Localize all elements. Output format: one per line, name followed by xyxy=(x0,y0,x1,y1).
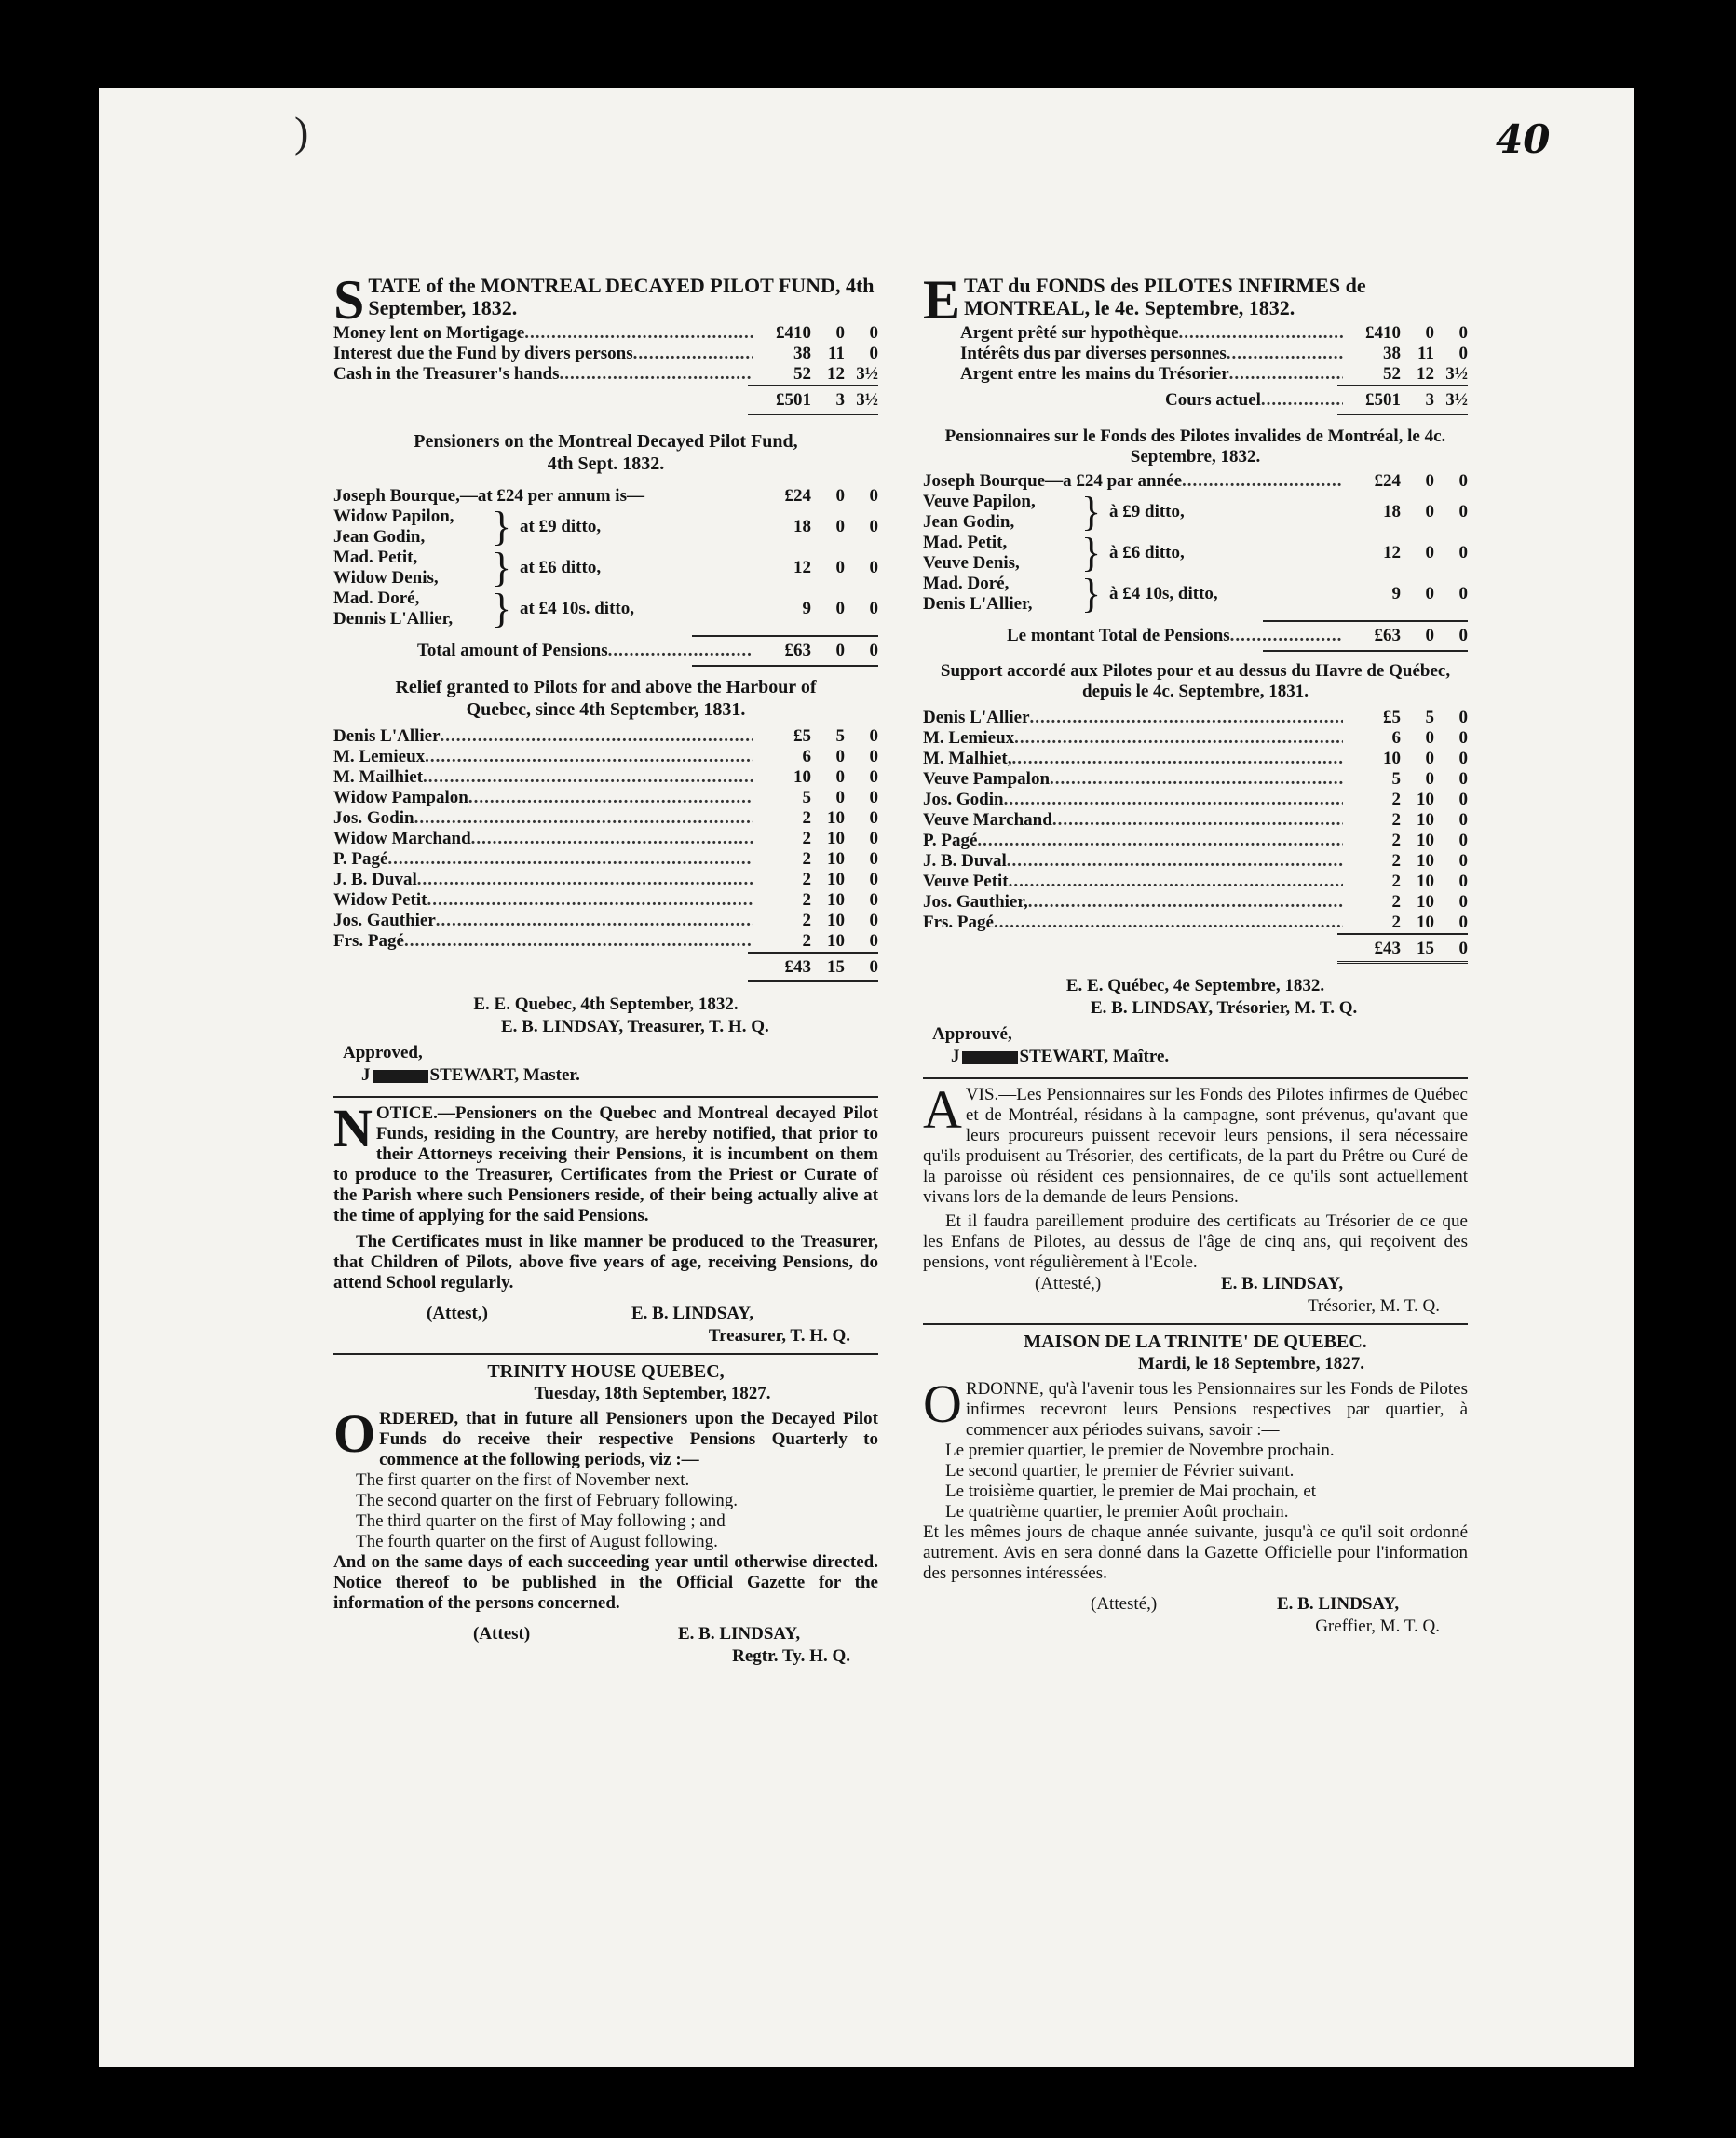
ledger-row: Widow Marchand ..... 2 10 0 xyxy=(333,829,878,849)
maison-title: MAISON DE LA TRINITE' DE QUEBEC. xyxy=(1024,1332,1367,1352)
pensionnaires-heading: Pensionnaires sur le Fonds des Pilotes invalides de Montréal, le 4c. Septembre, 1832. xyxy=(944,426,1446,467)
ledger-row: Intérêts dus par diverses personnes ..... 38 11 0 xyxy=(960,344,1468,364)
ordonne-signature-title: Greffier, M. T. Q. xyxy=(1315,1617,1440,1636)
state-total: £501 3 3½ xyxy=(776,390,878,410)
pension-total-fr: Le montant Total de Pensions ..... £63 0 0 xyxy=(923,626,1468,646)
avis-signature: (Attesté,) E. B. LINDSAY, xyxy=(1035,1274,1344,1293)
ledger-row: M. Lemieux ..... 6 0 0 xyxy=(923,728,1468,749)
pension-group: Mad. Doré, Dennis L'Allier, } at £4 10s. ditto, 9 0 0 xyxy=(333,586,878,631)
ledger-row: Veuve Petit ..... 2 10 0 xyxy=(923,872,1468,892)
pensioners-heading: Pensioners on the Montreal Decayed Pilot Fund, xyxy=(414,431,798,452)
ledger-row: P. Pagé ..... 2 10 0 xyxy=(923,831,1468,851)
notice-signature: (Attest,) E. B. LINDSAY, xyxy=(427,1304,754,1323)
trinity-date: Tuesday, 18th September, 1827. xyxy=(534,1384,771,1403)
date-line-fr: E. E. Québec, 4e Septembre, 1832. xyxy=(1065,976,1325,995)
handwritten-page-number: 40 xyxy=(1496,116,1551,162)
ledger-row: Frs. Pagé ..... 2 10 0 xyxy=(333,931,878,952)
support-table xyxy=(923,708,1468,933)
english-column xyxy=(333,269,878,1668)
quarter-item: The first quarter on the first of November next. xyxy=(356,1470,690,1490)
support-heading: Support accordé aux Pilotes pour et au dessus du Havre de Québec, depuis le 4c. Septembre, 1831. xyxy=(940,661,1451,701)
support-total: £43 15 0 xyxy=(1374,939,1468,958)
pension-group: Widow Papilon, Jean Godin, } at £9 ditto, 18 0 0 xyxy=(333,504,878,549)
ledger-row: Veuve Pampalon ..... 5 0 0 xyxy=(923,769,1468,790)
ledger-row: Widow Pampalon ..... 5 0 0 xyxy=(333,788,878,808)
ledger-row: Jos. Godin ..... 2 10 0 xyxy=(923,790,1468,810)
pension-total: Total amount of Pensions ..... £63 0 0 xyxy=(333,641,878,661)
ledger-row: P. Pagé ..... 2 10 0 xyxy=(333,849,878,870)
ledger-row: J. B. Duval ..... 2 10 0 xyxy=(333,870,878,890)
ledger-row: J. B. Duval ..... 2 10 0 xyxy=(923,851,1468,872)
state-title: STATE of the MONTREAL DECAYED PILOT FUND, 4th September, 1832. xyxy=(333,269,875,331)
notice-signature-title: Treasurer, T. H. Q. xyxy=(708,1326,850,1346)
quarter-item: Le premier quartier, le premier de Novembre prochain. xyxy=(945,1441,1335,1460)
etat-title: ETAT du FONDS des PILOTES INFIRMES de MONTREAL, le 4e. Septembre, 1832. xyxy=(923,269,1366,331)
ordonne-paragraph: ORDONNE, qu'à l'avenir tous les Pensionnaires sur les Fonds de Pilotes infirmes recevront leurs Pensions respectives par quartier, à commencer aux périodes suivans, savoir :— xyxy=(923,1373,1468,1440)
master-line: J STEWART, Master. xyxy=(361,1065,580,1085)
date-line: E. E. Quebec, 4th September, 1832. xyxy=(473,995,739,1014)
ordered-signature: (Attest) E. B. LINDSAY, xyxy=(473,1624,801,1644)
quarter-item: The second quarter on the first of February following. xyxy=(356,1491,738,1510)
ledger-row: Frs. Pagé ..... 2 10 0 xyxy=(923,913,1468,933)
pensioners-date: 4th Sept. 1832. xyxy=(547,453,665,474)
ledger-row: Jos. Gauthier, ..... 2 10 0 xyxy=(923,892,1468,913)
ledger-row: Denis L'Allier ..... £5 5 0 xyxy=(333,726,878,747)
ledger-row: M. Lemieux ..... 6 0 0 xyxy=(333,747,878,767)
pension-row-fr: Joseph Bourque—a £24 par année ..... £24 0 0 xyxy=(923,471,1468,492)
ordonne-paragraph-2: Et les mêmes jours de chaque année suivante, jusqu'à ce qu'il soit ordonné autrement. Avis en sera donné dans la Gazette Officielle pour l'information des personnes intéressées. xyxy=(923,1522,1468,1583)
ledger-row: Argent entre les mains du Trésorier ..... 52 12 3½ xyxy=(960,364,1468,385)
ordered-paragraph-2: And on the same days of each succeeding year until otherwise directed. Notice thereof to be published in the Official Gazette for the information of the persons concerned. xyxy=(333,1552,878,1613)
trinity-title: TRINITY HOUSE QUEBEC, xyxy=(487,1361,725,1382)
approuve-label: Approuvé, xyxy=(932,1024,1012,1044)
quarter-item: The fourth quarter on the first of August following. xyxy=(356,1532,718,1551)
pension-groups-fr xyxy=(923,489,1468,616)
ordonne-signature: (Attesté,) E. B. LINDSAY, xyxy=(1091,1594,1400,1614)
pension-group: Veuve Papilon, Jean Godin, } à £9 ditto, 18 0 0 xyxy=(923,489,1468,534)
tresorier-line: E. B. LINDSAY, Trésorier, M. T. Q. xyxy=(1091,998,1358,1018)
relief-heading: Relief granted to Pilots for and above the Harbour of xyxy=(395,677,817,697)
document-page xyxy=(99,88,1634,2067)
quartiers-list xyxy=(923,1441,1468,1522)
maison-date: Mardi, le 18 Septembre, 1827. xyxy=(1138,1354,1364,1373)
treasurer-line: E. B. LINDSAY, Treasurer, T. H. Q. xyxy=(501,1017,769,1036)
etat-table xyxy=(923,323,1468,385)
ledger-row: Jos. Godin ..... 2 10 0 xyxy=(333,808,878,829)
quarter-item: Le quatrième quartier, le premier Août prochain. xyxy=(945,1502,1289,1522)
etat-total: Cours actuel ..... £501 3 3½ xyxy=(923,390,1468,411)
quarter-item: Le second quartier, le premier de Février suivant. xyxy=(945,1461,1295,1481)
pension-group: Mad. Petit, Widow Denis, } at £6 ditto, 12 0 0 xyxy=(333,545,878,590)
avis-paragraph-2: Et il faudra pareillement produire des certificats au Trésorier de ce que les Enfans de Pilotes, au dessus de l'âge de cinq ans, qui reçoivent des pensions, vont régulièrement à l'Ecole. xyxy=(923,1211,1468,1272)
ledger-row: Cash in the Treasurer's hands ..... 52 12 3½ xyxy=(333,364,878,385)
quarter-item: Le troisième quartier, le premier de Mai prochain, et xyxy=(945,1482,1317,1501)
state-table xyxy=(333,323,878,385)
approved-label: Approved, xyxy=(343,1043,423,1062)
ledger-row: Argent prêté sur hypothèque ..... £410 0 0 xyxy=(960,323,1468,344)
pension-group: Mad. Doré, Denis L'Allier, } à £4 10s, ditto, 9 0 0 xyxy=(923,571,1468,616)
ledger-row: M. Malhiet, ..... 10 0 0 xyxy=(923,749,1468,769)
ledger-row: M. Mailhiet ..... 10 0 0 xyxy=(333,767,878,788)
maitre-line: J STEWART, Maître. xyxy=(951,1047,1170,1066)
handwritten-mark: ) xyxy=(294,108,309,156)
avis-signature-title: Trésorier, M. T. Q. xyxy=(1308,1296,1440,1316)
quarter-item: The third quarter on the first of May following ; and xyxy=(356,1511,726,1531)
ledger-row: Widow Petit ..... 2 10 0 xyxy=(333,890,878,911)
ledger-row: Denis L'Allier ..... £5 5 0 xyxy=(923,708,1468,728)
relief-heading-2: Quebec, since 4th September, 1831. xyxy=(466,699,746,720)
notice-paragraph: NOTICE.—Pensioners on the Quebec and Montreal decayed Pilot Funds, residing in the Country, are hereby notified, that prior to their Attorneys receiving their Pensions, it is incumbent on them to produce to the Treasurer, Certificates from the Priest or Curate of the Parish where such Pensioners reside, of their being actually alive at the time of applying for the said Pensions. xyxy=(333,1098,878,1225)
pension-groups xyxy=(333,504,878,631)
relief-table xyxy=(333,726,878,952)
ledger-row: Money lent on Mortigage ..... £410 0 0 xyxy=(333,323,878,344)
french-column xyxy=(923,269,1468,1638)
pension-group: Mad. Petit, Veuve Denis, } à £6 ditto, 12 0 0 xyxy=(923,530,1468,575)
notice-paragraph-2: The Certificates must in like manner be produced to the Treasurer, that Children of Pilots, above five years of age, receiving Pensions, do attend School regularly. xyxy=(333,1232,878,1292)
avis-paragraph: AVIS.—Les Pensionnaires sur les Fonds des Pilotes infirmes de Québec et de Montréal, résidans à la campagne, sont prévenus, qu'avant que leurs procureurs puissent recevoir leurs pensions, il sera nécessaire qu'ils produisent au Trésorier, des certificats, de la part du Prêtre ou Curé de la paroisse où résident ces pensionnaires, de ce qu'ils sont actuellement vivans lors de la demande de leurs Pensions. xyxy=(923,1079,1468,1207)
pension-row: Joseph Bourque,—at £24 per annum is— £24 0 0 xyxy=(333,486,878,506)
ordered-paragraph: ORDERED, that in future all Pensioners upon the Decayed Pilot Funds do receive their respective Pensions Quarterly to commence at the following periods, viz :— xyxy=(333,1403,878,1469)
quarters-list xyxy=(333,1470,878,1552)
ordered-signature-title: Regtr. Ty. H. Q. xyxy=(732,1646,850,1666)
ledger-row: Jos. Gauthier ..... 2 10 0 xyxy=(333,911,878,931)
ledger-row: Interest due the Fund by divers persons ..... 38 11 0 xyxy=(333,344,878,364)
ledger-row: Veuve Marchand ..... 2 10 0 xyxy=(923,810,1468,831)
relief-total: £43 15 0 xyxy=(784,957,878,977)
